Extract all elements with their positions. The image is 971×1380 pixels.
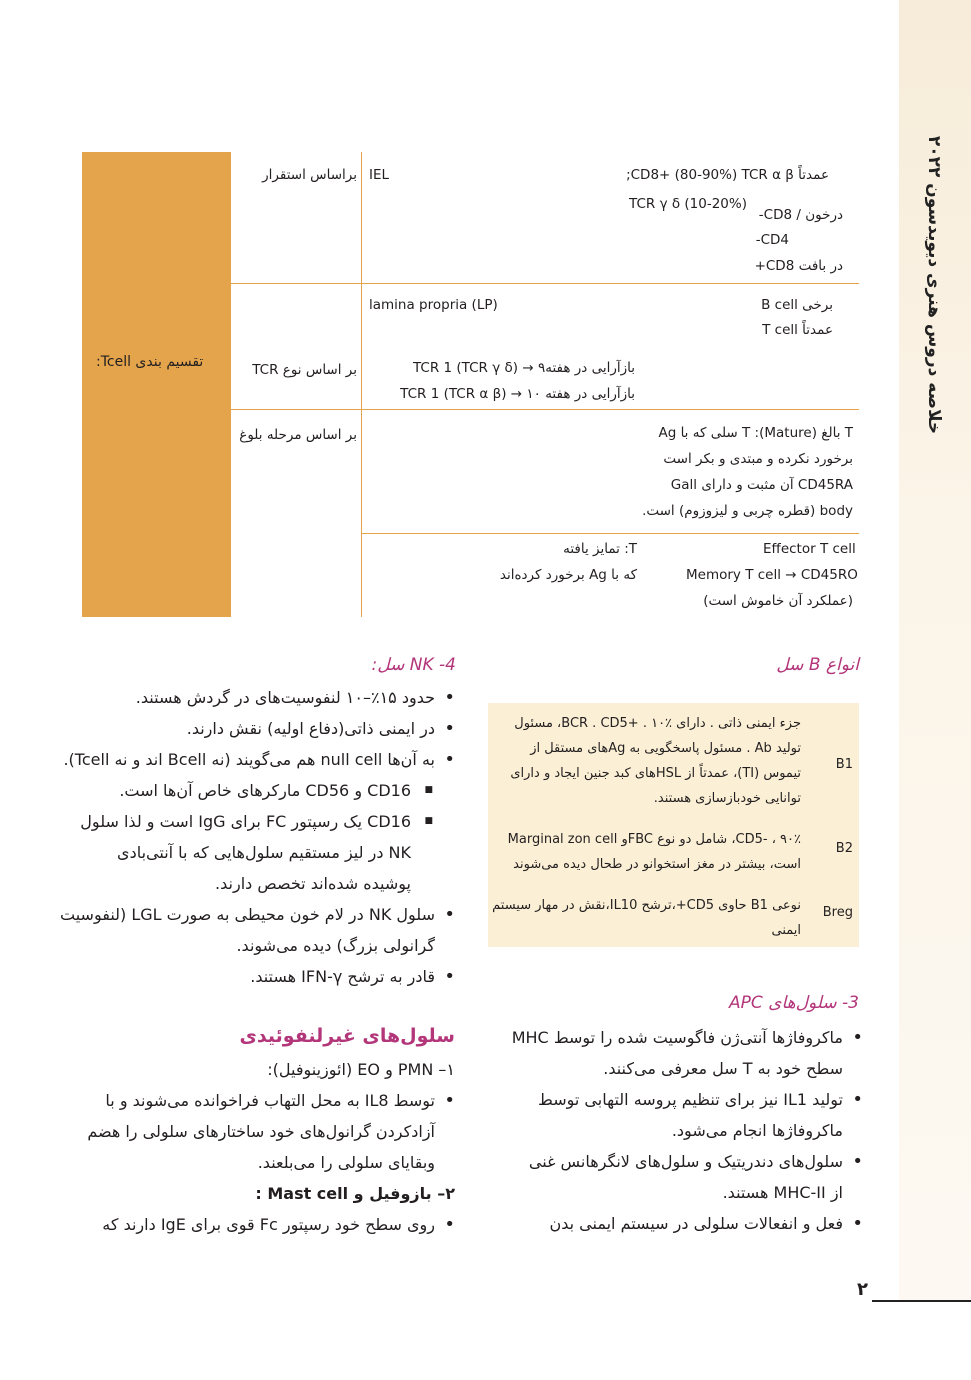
list-item: NK در لیز مستقیم سلول‌هایی که با آنتی‌بادی — [117, 843, 411, 862]
page-number-rule — [872, 1300, 971, 1302]
criterion-tcr: بر اساس نوع TCR — [252, 362, 357, 378]
lp-b: برخی B cell — [761, 297, 833, 313]
table-label-cell — [82, 152, 230, 617]
divider — [361, 533, 859, 534]
lp-label: lamina propria (LP) — [369, 297, 498, 313]
iel-cd4: CD4- — [755, 232, 789, 248]
divider — [230, 152, 231, 617]
running-title-text: خلاصه دروس هنری دیویدسون ۲۰۲۲ — [924, 135, 945, 435]
mature-line-2: برخورد نکرده و مبتدی و بکر است — [663, 451, 853, 467]
b-row — [488, 893, 859, 947]
memory-note: (عملکرد آن خاموش است) — [703, 593, 853, 609]
divider — [230, 409, 859, 410]
list-item: • روی سطح خود رسپتور Fc قوی برای IgE دارند که — [87, 1209, 455, 1240]
list-item: • به آن‌ها null cell هم می‌گویند (نه Bcell اند و نه Tcell). — [60, 744, 455, 775]
diff-line-2: که با Ag برخورد کرده‌اند — [499, 567, 637, 583]
list-item: • در ایمنی ذاتی(دفاع اولیه) نقش دارند. — [60, 713, 455, 744]
list-item: ۱– PMN و EO (ائوزینوفیل): — [267, 1060, 455, 1079]
list-item: • ماکروفاژها آنتی‌ژن فاگوسیت شده را توسط MHC — [512, 1022, 863, 1053]
divider — [230, 283, 859, 284]
iel-line-1: عمدتاً CD8+ (80-90%) TCR α β; — [626, 167, 829, 183]
list-item: • توسط IL8 به محل التهاب فراخوانده می‌شوند و با — [87, 1085, 455, 1116]
list-item: آزادکردن گرانول‌های خود ساختارهای سلولی را هضم — [87, 1122, 435, 1141]
tcell-classification-table — [82, 152, 859, 617]
b-types-table — [488, 703, 859, 947]
iel-line-2: TCR γ δ (10-20%) — [629, 196, 747, 212]
nonlymph-list — [87, 1054, 455, 1240]
nk-list — [60, 682, 455, 992]
list-item: ماکروفاژها انجام می‌شود. — [671, 1121, 843, 1140]
running-title — [898, 135, 970, 435]
list-item: پوشیده شده‌اند تخصص دارند. — [215, 874, 411, 893]
effector-label: Effector T cell — [763, 541, 856, 557]
b-row — [488, 711, 859, 821]
apc-heading: 3- سلول‌های APC — [729, 993, 859, 1013]
list-item: سطح خود به T سل معرفی می‌کنند. — [603, 1059, 843, 1078]
b-row-label: B1 — [835, 757, 853, 772]
list-item: • تولید IL1 نیز برای تنظیم پروسه التهابی توسط — [512, 1084, 863, 1115]
apc-list — [512, 1022, 863, 1239]
list-item: • سلول‌های دندریتیک و سلول‌های لانگرهانس غنی — [512, 1146, 863, 1177]
b-row — [488, 827, 859, 885]
list-item: از MHC-II هستند. — [722, 1183, 843, 1202]
list-item: • فعل و انفعالات سلولی در سیستم ایمنی بدن — [512, 1208, 863, 1239]
memory-label: Memory T cell → CD45RO — [686, 567, 858, 583]
nk-heading: 4- NK سل: — [371, 655, 456, 675]
b-row-text: نوعی B1 حاوی CD5+،ترشح IL10،نقش در مهار سیستم ایمنی — [492, 898, 801, 938]
list-item: گرانولی بزرگ) دیده می‌شوند. — [236, 936, 435, 955]
mature-line-4: body (قطره چربی و لیزوزوم) است. — [642, 503, 853, 519]
list-item: • سلول NK در لام خون محیطی به صورت LGL (لنفوسیت — [60, 899, 455, 930]
criterion-maturity: بر اساس مرحله بلوغ — [239, 427, 357, 443]
list-item: • حدود ۱۵٪–۱۰ لنفوسیت‌های در گردش هستند. — [60, 682, 455, 713]
b-row-text: CD5- ، ۹۰٪، شامل دو نوع FBCو Marginal zon cell است، بیشتر در مغز استخوانو در طحال دیده می‌شوند — [507, 832, 801, 872]
list-item: ۲– بازوفیل و Mast cell : — [255, 1184, 455, 1203]
list-item: ■ CD16 یک رسپتور FC برای IgG است و لذا سلول — [60, 806, 455, 837]
list-item: ■ CD16 و CD56 مارکرهای خاص آن‌ها است. — [60, 775, 455, 806]
mature-line-1: T بالغ (Mature): T سلی که با Ag — [658, 425, 853, 441]
lp-t: عمدتاً T cell — [762, 322, 833, 338]
page-number: ۲ — [857, 1279, 868, 1300]
b-row-text: جزء ایمنی ذاتی . دارای BCR . CD5+ . ۱۰٪، مسئول تولید Ab . مسئول پاسخگویی به Agهای مستقل از تیموس (TI)، عمدتاً از HSLهای کبد جنین ایجاد و دارای توانایی خودبازسازی هستند. — [510, 716, 801, 806]
iel-tissue: در بافت CD8+ — [754, 258, 843, 274]
b-row-label: B2 — [835, 841, 853, 856]
mature-line-3: CD45RA آن مثبت و دارای Gall — [670, 477, 853, 493]
tcr-line-2: بازآرایی در هفته ۱۰ → TCR 1 (TCR α β) — [400, 386, 635, 402]
iel-blood: درخون / CD8- — [758, 207, 843, 223]
tcr-line-1: بازآرایی در هفته۹ → TCR 1 (TCR γ δ) — [412, 360, 635, 376]
b-row-label: Breg — [822, 905, 853, 920]
b-types-heading: انواع B سل — [776, 655, 859, 675]
diff-line-1: T: تمایز یافته — [563, 541, 637, 557]
divider — [361, 152, 362, 617]
iel-label: IEL — [369, 167, 390, 183]
table-label: تقسیم بندی Tcell: — [96, 354, 204, 370]
nonlymph-heading: سلول‌های غیرلنفوئیدی — [239, 1025, 455, 1047]
list-item: وبقایای سلولی را می‌بلعند. — [257, 1153, 435, 1172]
criterion-location: براساس استقرار — [262, 167, 357, 183]
list-item: • قادر به ترشح IFN-γ هستند. — [60, 961, 455, 992]
